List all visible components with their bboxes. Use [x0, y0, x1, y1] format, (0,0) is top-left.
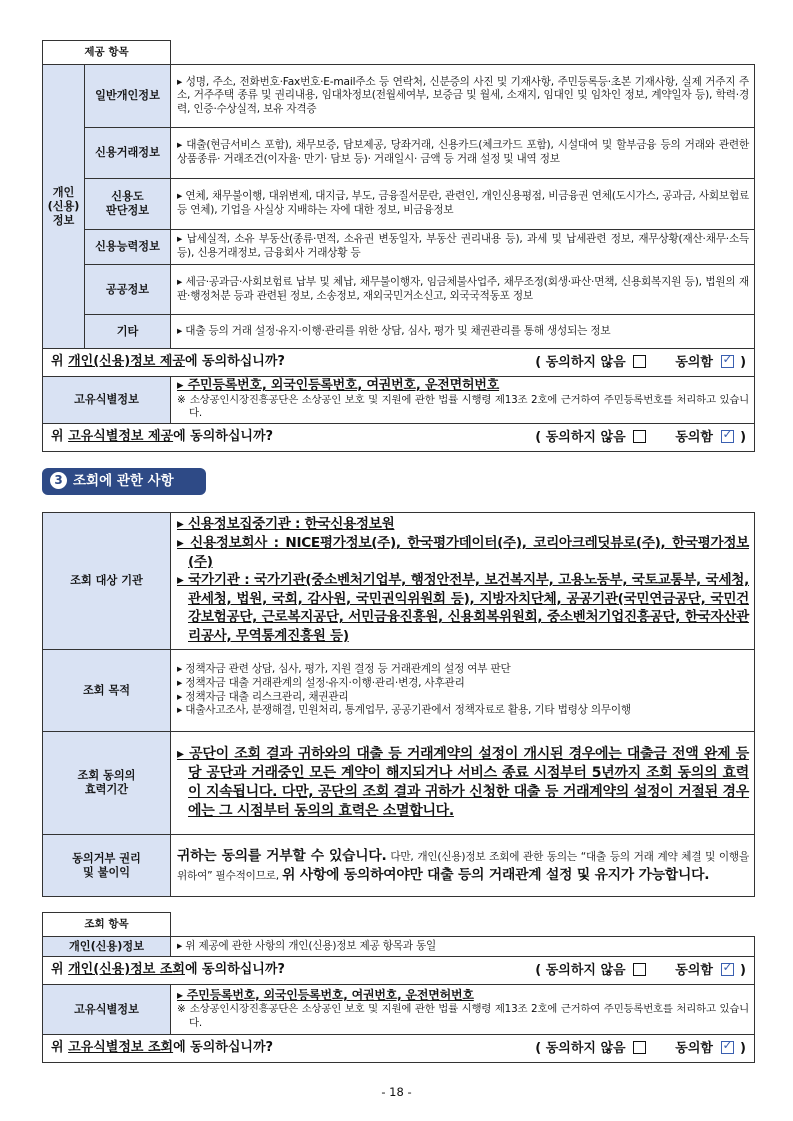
section-number: 3	[50, 472, 67, 489]
label-credit-judge: 신용도 판단정보	[85, 179, 171, 230]
unique-content: ▸ 주민등록번호, 외국인등록번호, 여권번호, 운전면허번호 ※ 소상공인시장진흥공단은 소상공인 보호 및 지원에 관한 법률 시행령 제13조 2호에 근거하여 주민등록번호를 처리하고 있습니다.	[171, 377, 755, 424]
consent-query-personal: 위 개인(신용)정보 조회에 동의하십니까? ( 동의하지 않음 동의함 ✓ )	[43, 957, 755, 985]
text-credit-judge: ▸ 연체, 채무불이행, 대위변제, 대지급, 부도, 금융질서문란, 관련인, 개인신용평점, 비금융권 연체(도시가스, 공과금, 사회보험료 등 연체), 기업을 사실상 지배하는 자에 대한 정보, 비금융정보	[171, 179, 755, 230]
agree-checkbox[interactable]	[721, 963, 734, 976]
unique-content-query: ▸ 주민등록번호, 외국인등록번호, 여권번호, 운전면허번호 ※ 소상공인시장진흥공단은 소상공인 보호 및 지원에 관한 법률 시행령 제13조 2호에 근거하여 주민등록번호를 처리하고 있습니다.	[171, 985, 755, 1035]
disagree-checkbox[interactable]	[633, 430, 646, 443]
group-label: 개인 (신용) 정보	[43, 65, 85, 349]
disagree-checkbox[interactable]	[633, 1041, 646, 1054]
query-header: 조회 항목	[43, 913, 171, 937]
text-credit-ability: ▸ 납세실적, 소유 부동산(종류·면적, 소유권 변동일자, 부동산 권리내용 등), 과세 및 납세관련 정보, 재무상황(재산·채무·소득 등), 신용거래정보, 금융회사 거래상황 등	[171, 230, 755, 265]
label-general: 일반개인정보	[85, 65, 171, 128]
disagree-checkbox[interactable]	[633, 963, 646, 976]
query-table	[42, 912, 755, 1063]
label-inquiry-period: 조회 동의의 효력기간	[43, 732, 171, 835]
label-credit-trade: 신용거래정보	[85, 128, 171, 179]
unique-label-query: 고유식별정보	[43, 985, 171, 1035]
label-credit-ability: 신용능력정보	[85, 230, 171, 265]
provide-table	[42, 40, 755, 452]
consent-provide-personal: 위 개인(신용)정보 제공에 동의하십니까? ( 동의하지 않음 동의함 ✓ )	[43, 349, 755, 377]
text-inquiry-period: ▸ 공단이 조회 결과 귀하와의 대출 등 거래계약의 설정이 개시된 경우에는 대출금 전액 완제 등 당 공단과 거래중인 모든 계약이 해지되거나 서비스 종료 시점부터 5년까지 조회 동의의 효력이 지속됩니다. 다만, 공단의 조회 결과 귀하가 신청한 대출 등 거래계약의 설정이 거절된 경우에는 그 시점부터 동의의 효력은 소멸합니다.	[171, 732, 755, 835]
unique-label: 고유식별정보	[43, 377, 171, 424]
label-public: 공공정보	[85, 265, 171, 315]
agree-checkbox[interactable]	[721, 1041, 734, 1054]
provide-header: 제공 항목	[43, 41, 171, 65]
agree-checkbox[interactable]	[721, 430, 734, 443]
text-refusal-right: 귀하는 동의를 거부할 수 있습니다. 다만, 개인(신용)정보 조회에 관한 동의는 “대출 등의 거래 계약 체결 및 이행을 위하여” 필수적이므로, 위 사항에 동의하여야만 대출 등의 거래관계 설정 및 유지가 가능합니다.	[171, 835, 755, 897]
consent-query-unique: 위 고유식별정보 조회에 동의하십니까? ( 동의하지 않음 동의함 ✓ )	[43, 1035, 755, 1063]
consent-provide-unique: 위 고유식별정보 제공에 동의하십니까? ( 동의하지 않음 동의함 ✓ )	[43, 424, 755, 452]
label-inquiry-target: 조회 대상 기관	[43, 513, 171, 650]
section-3-title: 3 조회에 관한 사항	[42, 468, 206, 495]
disagree-checkbox[interactable]	[633, 355, 646, 368]
text-etc: ▸ 대출 등의 거래 설정·유지·이행·관리를 위한 상담, 심사, 평가 및 채권관리를 통해 생성되는 정보	[171, 315, 755, 349]
label-query-personal: 개인(신용)정보	[43, 937, 171, 957]
text-query-personal: ▸ 위 제공에 관한 사항의 개인(신용)정보 제공 항목과 동일	[171, 937, 755, 957]
label-inquiry-purpose: 조회 목적	[43, 650, 171, 732]
label-etc: 기타	[85, 315, 171, 349]
text-inquiry-purpose: ▸ 정책자금 관련 상담, 심사, 평가, 지원 결정 등 거래관계의 설정 여부 판단 ▸ 정책자금 대출 거래관계의 설정·유지·이행·관리·변경, 사후관리 ▸ 정책자금 대출 리스크관리, 채권관리 ▸ 대출사고조사, 분쟁해결, 민원처리, 통계업무, 공공기관에서 정책자료로 활용, 기타 법령상 의무이행	[171, 650, 755, 732]
text-credit-trade: ▸ 대출(현금서비스 포함), 채무보증, 담보제공, 당좌거래, 신용카드(체크카드 포함), 시설대여 및 할부금융 등의 거래와 관련한 상품종류· 거래조건(이자율· 만기· 담보 등)· 거래일시· 금액 등 거래 설정 및 내역 정보	[171, 128, 755, 179]
inquiry-table	[42, 512, 755, 897]
text-inquiry-target: ▸ 신용정보집중기관 : 한국신용정보원 ▸ 신용정보회사 : NICE평가정보(주), 한국평가데이터(주), 코리아크레딧뷰로(주), 한국평가정보(주) ▸ 국가기관 : 국가기관(중소벤처기업부, 행정안전부, 보건복지부, 고용노동부, 국토교통부, 국세청, 관세청, 법원, 국회, 감사원, 국민권익위원회 등), 지방자치단체, 공공기관(국민연금공단, 국민건강보험공단, 근로복지공단, 서민금융진흥원, 신용회복위원회, 중소벤처기업진흥공단, 한국자산관리공사, 무역통계진흥원 등)	[171, 513, 755, 650]
page-number: - 18 -	[381, 1085, 412, 1099]
label-refusal-right: 동의거부 권리 및 불이익	[43, 835, 171, 897]
agree-checkbox[interactable]	[721, 355, 734, 368]
text-public: ▸ 세금·공과금·사회보험료 납부 및 체납, 채무불이행자, 임금체불사업주, 채무조정(회생·파산·면책, 신용회복지원 등), 법원의 재판·행정처분 등과 관련된 정보, 소송정보, 재외국민거소신고, 외국국적동포 정보	[171, 265, 755, 315]
text-general: ▸ 성명, 주소, 전화번호·Fax번호·E-mail주소 등 연락처, 신분증의 사진 및 기재사항, 주민등록등·초본 기재사항, 실제 거주지 주소, 거주주택 종류 및 권리내용, 임대차정보(전월세여부, 보증금 및 월세, 소재지, 임대인 및 임차인 정보, 계약일자 등), 학력·경력, 인증·수상실적, 보유 자격증	[171, 65, 755, 128]
